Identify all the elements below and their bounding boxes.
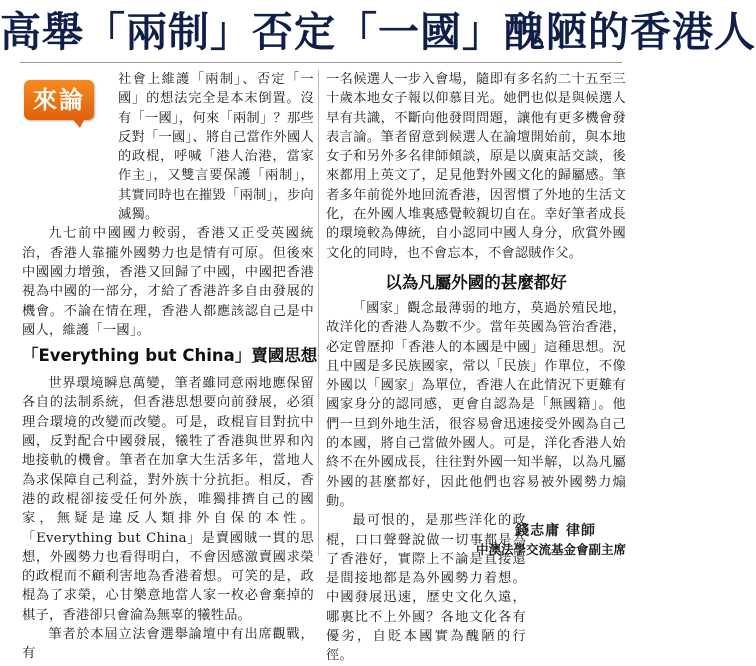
section-subheading: 以為凡屬外國的甚麼都好 (385, 272, 567, 292)
article-paragraph: 筆者於本屆立法會選舉論壇中有出席觀戰，有 (22, 627, 314, 662)
author-name: 錢志庸 律師 (515, 523, 596, 539)
article-paragraph: 世界環境瞬息萬變，筆者雖同意兩地應保留各自的法制系統，但香港思想要向前發展，必須理合環境的改變而改變。可是，政棍盲目對抗中國，反對配合中國發展，犧牲了香港與世界和內地接軌的機會。筆者在加拿大生活多年，當地人為求保障自己利益，對外族十分抗拒。相反，香港的政棍卻接受任何外族，唯獨排擠自己的國家，無疑是違反人類排外自保的本性。「Everything but China」是賣國賊一貫的思想，外國勢力也看得明白，不會因感激賣國求榮的政棍而不顧利害地為香港着想。可笑的是，政棍為了求榮，心甘樂意地當人家一枚必會棄掉的棋子，香港卻只會淪為無辜的犧牲品。 (22, 376, 314, 623)
article-left-column (22, 70, 318, 664)
article-paragraph: 社會上維護「兩制」、否定「一國」的想法完全是本末倒置。沒有「一國」，何來「兩制」？那些反對「一國」、將自己當作外國人的政棍，呼喊「港人治港，當家作主」，又雙言要保護「兩制」，其實同時也在摧毀「兩制」，步向滅獨。 (118, 72, 314, 223)
author-title: 中澳法學交流基金會副主席 (475, 542, 626, 557)
opinion-badge: 來論 (24, 80, 94, 120)
article-paragraph: 最可恨的，是那些洋化的政棍，口口聲聲說做一切事都是為了香港好，實際上不論是直接還是間接地都是為外國勢力着想。中國發展迅速，歷史文化久遠，哪裏比不上外國？各地文化各有優劣，自貶本國實為醜陋的行徑。 (326, 513, 526, 664)
article-paragraph: 一名候選人一步入會場，隨即有多名約二十五至三十歲本地女子報以仰慕目光。她們也似是與候選人早有共識，不斷向他發問問題，讓他有更多機會發表言論。筆者留意到候選人在論壇開始前，與本地女子和另外多名律師傾談，原是以廣東話交談，後來都用上英文了，足見他對外國文化的歸屬感。筆者多年前從外地回流香港，因習慣了外地的生活文化，在外國人堆裏感覺較親切自在。幸好筆者成長的環境較為傳統，自小認同中國人身分，欣賞外國文化的同時，也不會忘本，不會認賊作父。 (326, 72, 626, 261)
article-paragraph: 九七前中國國力較弱，香港又正受英國統治，香港人靠攏外國勢力也是情有可原。但後來中國國力增強，香港又回歸了中國，中國把香港視為中國的一部分，才給了香港許多自由發展的機會。不論在情在理，香港人都應該認自己是中國人，維護「一國」。 (22, 226, 314, 338)
column-divider (318, 70, 319, 556)
section-subheading: 「Everything but China」賣國思想 (22, 346, 318, 366)
article-right-column (326, 70, 626, 666)
badge-tail-shape (70, 116, 86, 128)
headline: 高舉「兩制」否定「一國」醜陋的香港人 (0, 8, 756, 56)
headline-divider (20, 62, 622, 63)
article-paragraph: 「國家」觀念最薄弱的地方，莫過於殖民地，故洋化的香港人為數不少。當年英國為管治香港，必定曾歷抑「香港人的本國是中國」這種思想。況且中國是多民族國家，常以「民族」作單位，不像外國以「國家」為單位，香港人在此情況下更難有國家身分的認同感，更會自認為是「無國籍」。他們一旦到外地生活，很容易會迅速接受外國為自己的本國，將自己當做外國人。可是，洋化香港人始終不在外國成長，往往對外國一知半解，以為凡屬外國的甚麼都好，因此他們也容易被外國勢力煽動。 (326, 300, 626, 509)
